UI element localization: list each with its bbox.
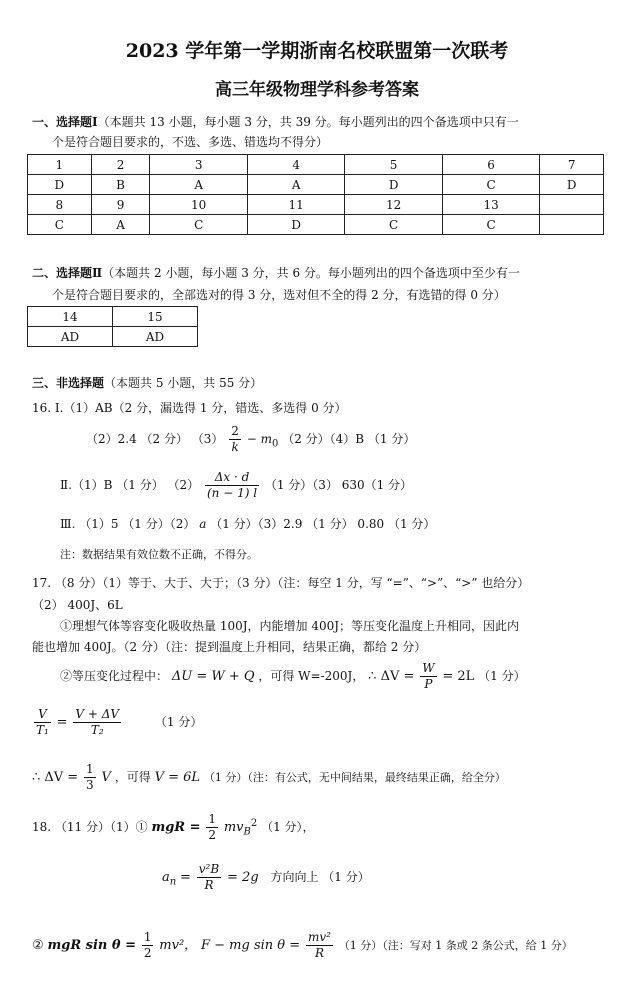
section1-cell: 9 [91,195,150,215]
q17-l7-den: 3 [86,778,94,792]
q17-l7-num: 1 [86,762,94,776]
section1-cell [540,215,604,235]
q16-l4-text-b: （1 分）（3）2.9 （1 分） 0.80 （1 分） [210,517,436,531]
q17-l5-den: P [424,677,433,691]
q18-line3 [32,930,573,961]
section2-cell: AD [28,327,113,347]
section1-cell: 11 [247,195,344,215]
q18-l1-text-c: mv [223,820,244,835]
q18-line2 [162,862,370,893]
q16-line1: 16. Ⅰ.（1）AB（2 分，漏选得 1 分，错选、多选得 0 分） [32,401,347,415]
q18-l1-fraction [206,812,218,843]
q17-l6-fraction2 [73,707,121,738]
section1-answer-table [27,154,604,235]
q18-l2-fraction [197,862,221,893]
q16-l3-text-a: Ⅱ.（1）B （1 分） （2） [60,478,200,492]
section1-cell: 5 [345,155,442,175]
q17-l6-score: （1 分） [154,715,203,729]
section1-cell: 2 [91,155,150,175]
q18-l2-num: v²B [198,862,220,876]
q17-l6-eq: = [56,715,68,730]
q16-note: 注：数据结果有效位数不正确，不得分。 [60,548,258,561]
section1-row [28,215,604,235]
q18-l3-text-d: F − mg sin θ = [201,938,301,953]
q16-l2-den: k [231,440,239,454]
q18-l3-text-a: ② [32,938,44,953]
q18-l1-num: 1 [208,812,216,826]
section1-cell: 3 [150,155,247,175]
page-title: 2023 学年第一学期浙南名校联盟第一次联考 [125,40,509,62]
section1-heading: 一、选择题Ⅰ [32,115,98,129]
q17-line7 [32,762,506,793]
section1-cell: 8 [28,195,92,215]
q17-line3: ①理想气体等容变化吸收热量 100J，内能增加 400J；等压变化温度上升相同，因此内 [60,619,520,633]
q17-l7-text-a: ∴ ΔV = [32,770,79,785]
q17-line4: 能也增加 400J。（2 分）（注：提到温度上升相同，结果正确，都给 2 分） [32,640,427,654]
q17-line6 [32,707,202,738]
section1-cell: 12 [345,195,442,215]
section1-cell: 10 [150,195,247,215]
section3-heading: 三、非选择题 [32,376,105,390]
section1-cell: 6 [442,155,539,175]
q16-l3-fraction [205,470,259,501]
q17-l7-text-b: V [101,770,111,785]
q17-l7-text-c: ，可得 [114,770,151,784]
q18-l1-text-d: （1 分）， [261,820,315,834]
section2-desc-text: （本题共 2 小题，每小题 3 分，共 6 分。每小题列出的四个备选项中至少有一 [102,266,520,280]
q18-l2-eq: = [180,870,191,885]
q18-l2-den: R [204,878,214,892]
q18-l3-text-e: （1 分）（注：写对 1 条或 2 条公式，给 1 分） [338,939,573,952]
q16-line4 [60,515,435,532]
q17-l6-num1: V [34,707,51,723]
q18-l3-den2: R [314,946,324,960]
q16-l4-text-a: Ⅲ. （1）5 （1 分）（2） [60,517,196,531]
q17-l6-den1: T₁ [36,723,49,737]
section1-cell: B [91,175,150,195]
q18-l2-text-c: = 2g [227,870,259,885]
q17-l5-eq1: ΔU = W + Q [171,669,255,684]
section1-cell: C [442,175,539,195]
q18-l2-text-d: 方向向上 （1 分） [270,870,370,884]
q18-l1-text-b: mgR = [151,820,201,835]
section2-row [28,327,198,347]
q17-l6-den2: T₂ [90,723,104,737]
section1-cell: C [150,215,247,235]
q17-line1: 17. （8 分）（1）等于、大于、大于；（3 分）（注：每空 1 分，写 “=”、“>”、“>” 也给分） [32,576,530,590]
q17-l5-text-d: = 2L [442,669,475,684]
section1-cell: C [442,215,539,235]
q18-l1-text-a: 18. （11 分）（1）① [32,820,148,834]
q17-l5-text-b: ，可得 W=-200J， [258,669,365,683]
section3-desc: （本题共 5 小题，共 55 分） [104,376,263,390]
q17-l7-fraction [84,762,96,793]
section1-cell: D [28,175,92,195]
section1-cell: A [91,215,150,235]
section1-row [28,155,604,175]
q16-l2-fraction [229,424,241,455]
section1-cell: A [150,175,247,195]
q16-l3-den: (n − 1) l [206,486,258,500]
section1-cell: D [345,175,442,195]
q18-l3-fraction [142,930,154,961]
q17-l7-text-d: V = 6L [154,770,201,785]
q18-l1-sup: 2 [250,818,258,829]
section1-cell: 13 [442,195,539,215]
q18-l3-den: 2 [143,946,152,960]
q18-l3-text-b: mgR sin θ = [47,938,136,953]
section1-cell: 1 [28,155,92,175]
section1-cell: C [28,215,92,235]
section2-cell: 14 [28,307,113,327]
section1-desc-line1 [32,113,519,130]
section1-desc-line2: 个是符合题目要求的，不选、多选、错选均不得分） [52,135,329,149]
section1-cell: C [345,215,442,235]
q17-l7-text-e: （1 分）（注：有公式，无中间结果，最终结果正确，给全分） [203,771,506,784]
q17-line2: （2） 400J、6L [32,598,123,612]
q16-line3 [60,470,412,501]
section1-cell: 4 [247,155,344,175]
q17-l5-num: W [422,661,435,675]
section1-cell: 7 [540,155,604,175]
q16-line2 [86,424,415,455]
section1-row [28,175,604,195]
q16-l3-num: Δx · d [205,470,259,486]
section2-heading: 二、选择题Ⅱ [32,266,103,280]
q16-l2-text-a: （2）2.4 （2 分） （3） [86,432,224,446]
section2-cell: 15 [113,307,198,327]
section2-desc-line1 [32,264,520,281]
q18-line1 [32,812,315,843]
q18-l1-sub: B [243,826,251,838]
q18-l1-den: 2 [208,828,216,842]
section3-heading-line [32,374,262,391]
q17-l5-fraction [420,661,436,692]
q18-l3-fraction2 [306,930,333,961]
section2-desc-line2: 个是符合题目要求的，全部选对的得 3 分，选对但不全的得 2 分，有选错的得 0 分） [52,288,506,302]
q17-l5-text-a: ②等压变化过程中： [60,669,169,683]
section2-row [28,307,198,327]
q16-l2-sub: 0 [271,438,279,450]
section2-answer-table [27,306,198,347]
q17-l6-fraction1 [34,707,51,738]
q17-l6-num2: V + ΔV [75,707,120,721]
section1-desc-text: （本题共 13 小题，每小题 3 分，共 39 分。每小题列出的四个备选项中只有一 [97,115,519,129]
q18-l2-asub: n [169,876,177,888]
q18-l3-num2: mv² [307,930,331,944]
q16-l2-num: 2 [231,424,239,438]
q17-l5-text-e: （1 分） [478,669,526,683]
q16-l2-text-c: （2 分）（4）B （1 分） [282,432,416,446]
section1-cell: A [247,175,344,195]
q16-l2-text-b: − m [246,432,272,446]
section1-cell [540,195,604,215]
q18-l2-text-a: a [162,870,170,885]
page-subtitle: 高三年级物理学科参考答案 [215,80,419,100]
q18-l3-text-c: mv²， [159,938,198,953]
section2-cell: AD [113,327,198,347]
q17-line5 [60,661,526,692]
q18-l3-num: 1 [143,930,152,944]
q16-l4-var: a [199,517,207,531]
q16-l3-text-b: （1 分）（3） 630（1 分） [264,478,413,492]
section1-cell: D [540,175,604,195]
section1-cell: D [247,215,344,235]
section1-row [28,195,604,215]
q17-l5-text-c: ∴ ΔV = [368,669,415,684]
